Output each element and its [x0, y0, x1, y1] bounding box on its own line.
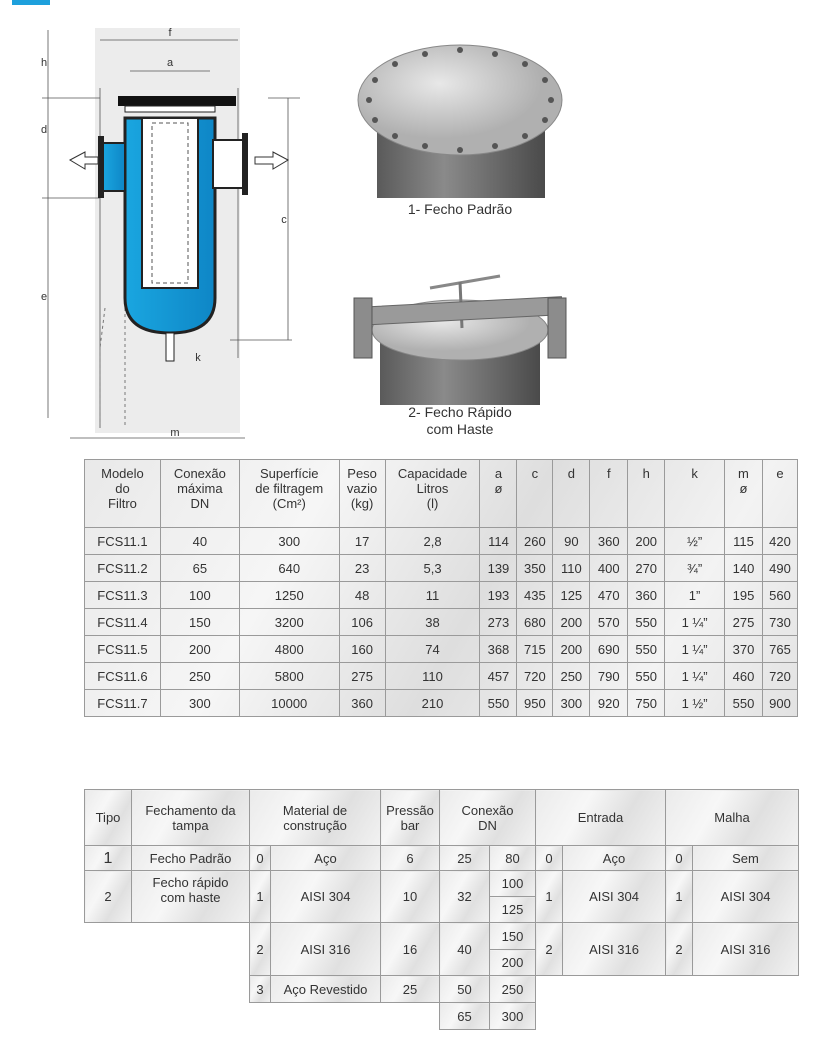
spec-header-cell: d	[553, 460, 590, 528]
pressao-value: 10	[381, 871, 440, 923]
spec-cell: 48	[339, 582, 385, 609]
spec-cell: 360	[590, 528, 628, 555]
conexao-b: 300	[490, 1003, 536, 1030]
spec-header-cell: e	[762, 460, 797, 528]
spec-cell: 1 ¼”	[665, 663, 725, 690]
conexao-a: 25	[440, 846, 490, 871]
spec-header-cell: k	[665, 460, 725, 528]
entrada-code: 1	[536, 871, 563, 923]
spec-header-cell: c	[517, 460, 553, 528]
filter-technical-drawing	[30, 18, 300, 448]
malha-code: 1	[666, 871, 693, 923]
spec-cell: 23	[339, 555, 385, 582]
entrada-code: 0	[536, 846, 563, 871]
malha-label: AISI 316	[693, 923, 799, 976]
spec-cell: 1 ½”	[665, 690, 725, 717]
pressao-value: 25	[381, 976, 440, 1003]
spec-cell: 730	[762, 609, 797, 636]
spec-cell: 110	[385, 663, 480, 690]
standard-cover-illustration	[355, 40, 565, 202]
spec-cell: 715	[517, 636, 553, 663]
spec-cell: 360	[339, 690, 385, 717]
spec-cell: 300	[239, 528, 339, 555]
spec-cell: 139	[480, 555, 517, 582]
quick-cover-illustration	[350, 268, 570, 405]
spec-header-cell: a ø	[480, 460, 517, 528]
spec-cell: 270	[628, 555, 665, 582]
spec-cell: 920	[590, 690, 628, 717]
col-material-header: Material de construção	[250, 790, 381, 846]
code-row	[85, 871, 799, 897]
spec-cell: FCS11.6	[85, 663, 161, 690]
spec-table-row	[85, 636, 798, 663]
entrada-label: AISI 316	[563, 923, 666, 976]
spec-cell: 1 ¼”	[665, 609, 725, 636]
spec-cell: 550	[480, 690, 517, 717]
tipo-label: Fecho rápido com haste	[132, 871, 250, 923]
spec-cell: 275	[725, 609, 763, 636]
spec-cell: 11	[385, 582, 480, 609]
material-code: 0	[250, 846, 271, 871]
spec-cell: 100	[160, 582, 239, 609]
spec-cell: 368	[480, 636, 517, 663]
order-code-table	[84, 789, 799, 1030]
spec-cell: 300	[160, 690, 239, 717]
tipo-code: 1	[85, 846, 132, 871]
spec-cell: 1”	[665, 582, 725, 609]
fig2-caption-line2: com Haste	[426, 421, 494, 437]
spec-header-cell: f	[590, 460, 628, 528]
spec-cell: ¾”	[665, 555, 725, 582]
spec-table-row	[85, 609, 798, 636]
material-code: 2	[250, 923, 271, 976]
spec-cell: 90	[553, 528, 590, 555]
spec-cell: 360	[628, 582, 665, 609]
entrada-label: AISI 304	[563, 871, 666, 923]
spec-cell: 65	[160, 555, 239, 582]
spec-cell: 200	[553, 609, 590, 636]
conexao-b: 250	[490, 976, 536, 1003]
spec-cell: 490	[762, 555, 797, 582]
col-fechamento-header: Fechamento da tampa	[132, 790, 250, 846]
spec-cell: 115	[725, 528, 763, 555]
spec-cell: 74	[385, 636, 480, 663]
corner-accent-tab	[12, 0, 50, 5]
spec-header-cell: h	[628, 460, 665, 528]
spec-header-cell: Capacidade Litros (l)	[385, 460, 480, 528]
spec-cell: 114	[480, 528, 517, 555]
spec-header-cell: m ø	[725, 460, 763, 528]
code-row	[85, 846, 799, 871]
conexao-b: 100	[490, 871, 536, 897]
spec-cell: 550	[628, 663, 665, 690]
spec-cell: 680	[517, 609, 553, 636]
spec-cell: 210	[385, 690, 480, 717]
tipo-label: Fecho Padrão	[132, 846, 250, 871]
spec-cell: 40	[160, 528, 239, 555]
spec-cell: 250	[553, 663, 590, 690]
spec-cell: 460	[725, 663, 763, 690]
col-entrada-header: Entrada	[536, 790, 666, 846]
spec-cell: ½”	[665, 528, 725, 555]
spec-cell: 1250	[239, 582, 339, 609]
col-pressao-header: Pressão bar	[381, 790, 440, 846]
spec-cell: 420	[762, 528, 797, 555]
spec-cell: 160	[339, 636, 385, 663]
dim-a-label: a	[166, 57, 174, 69]
spec-cell: 950	[517, 690, 553, 717]
spec-cell: 435	[517, 582, 553, 609]
fig1-caption: 1- Fecho Padrão	[407, 201, 513, 217]
spec-cell: FCS11.7	[85, 690, 161, 717]
spec-header-cell: Superfície de filtragem (Cm²)	[239, 460, 339, 528]
spec-cell: 350	[517, 555, 553, 582]
dim-k-label: k	[195, 352, 201, 364]
spec-cell: 550	[725, 690, 763, 717]
spec-cell: 275	[339, 663, 385, 690]
spec-cell: 200	[628, 528, 665, 555]
spec-cell: 640	[239, 555, 339, 582]
malha-code: 0	[666, 846, 693, 871]
conexao-b: 150	[490, 923, 536, 950]
material-code: 1	[250, 871, 271, 923]
spec-cell: 470	[590, 582, 628, 609]
spec-cell: 370	[725, 636, 763, 663]
spec-header-cell: Modelo do Filtro	[85, 460, 161, 528]
spec-cell: 193	[480, 582, 517, 609]
spec-cell: 1 ¼”	[665, 636, 725, 663]
spec-cell: FCS11.5	[85, 636, 161, 663]
spec-cell: 17	[339, 528, 385, 555]
code-row	[85, 976, 799, 1003]
spec-cell: 38	[385, 609, 480, 636]
spec-cell: 720	[762, 663, 797, 690]
spec-cell: 5,3	[385, 555, 480, 582]
spec-header-cell: Peso vazio (kg)	[339, 460, 385, 528]
dim-f-label: f	[168, 27, 172, 39]
spec-table	[84, 459, 798, 717]
spec-cell: 790	[590, 663, 628, 690]
material-label: AISI 316	[271, 923, 381, 976]
spec-cell: FCS11.3	[85, 582, 161, 609]
col-tipo-header: Tipo	[85, 790, 132, 846]
entrada-label: Aço	[563, 846, 666, 871]
spec-cell: FCS11.2	[85, 555, 161, 582]
conexao-a: 32	[440, 871, 490, 923]
spec-cell: 5800	[239, 663, 339, 690]
spec-cell: 260	[517, 528, 553, 555]
dim-d-label: d	[40, 124, 48, 136]
spec-cell: 125	[553, 582, 590, 609]
spec-cell: 400	[590, 555, 628, 582]
spec-cell: 550	[628, 609, 665, 636]
code-row	[85, 923, 799, 950]
spec-cell: 3200	[239, 609, 339, 636]
spec-cell: 273	[480, 609, 517, 636]
tipo-code: 2	[85, 871, 132, 923]
entrada-code: 2	[536, 923, 563, 976]
spec-cell: 2,8	[385, 528, 480, 555]
spec-table-row	[85, 690, 798, 717]
col-malha-header: Malha	[666, 790, 799, 846]
fig2-caption-line1: 2- Fecho Rápido	[408, 404, 512, 420]
conexao-b: 125	[490, 897, 536, 923]
fig2-caption	[350, 404, 570, 438]
spec-cell: 106	[339, 609, 385, 636]
spec-table-row	[85, 528, 798, 555]
material-code: 3	[250, 976, 271, 1003]
dim-c-label: c	[281, 214, 287, 226]
code-row	[85, 1003, 799, 1030]
material-label: AISI 304	[271, 871, 381, 923]
spec-cell: 457	[480, 663, 517, 690]
spec-cell: 110	[553, 555, 590, 582]
spec-cell: 4800	[239, 636, 339, 663]
spec-cell: 765	[762, 636, 797, 663]
pressao-value: 6	[381, 846, 440, 871]
conexao-a: 50	[440, 976, 490, 1003]
spec-cell: 150	[160, 609, 239, 636]
spec-cell: 900	[762, 690, 797, 717]
dim-m-label: m	[170, 427, 180, 439]
spec-cell: 10000	[239, 690, 339, 717]
spec-cell: FCS11.4	[85, 609, 161, 636]
malha-label: Sem	[693, 846, 799, 871]
material-label: Aço	[271, 846, 381, 871]
malha-label: AISI 304	[693, 871, 799, 923]
spec-cell: 550	[628, 636, 665, 663]
spec-cell: 750	[628, 690, 665, 717]
spec-table-row	[85, 555, 798, 582]
dim-h-label: h	[40, 57, 48, 69]
col-conexao-header: Conexão DN	[440, 790, 536, 846]
conexao-b: 80	[490, 846, 536, 871]
spec-cell: 720	[517, 663, 553, 690]
spec-cell: 570	[590, 609, 628, 636]
spec-cell: 200	[160, 636, 239, 663]
spec-table-row	[85, 663, 798, 690]
conexao-b: 200	[490, 950, 536, 976]
spec-cell: 140	[725, 555, 763, 582]
spec-cell: 560	[762, 582, 797, 609]
spec-header-cell: Conexão máxima DN	[160, 460, 239, 528]
spec-table-row	[85, 582, 798, 609]
spec-cell: FCS11.1	[85, 528, 161, 555]
spec-cell: 690	[590, 636, 628, 663]
material-label: Aço Revestido	[271, 976, 381, 1003]
spec-cell: 195	[725, 582, 763, 609]
spec-cell: 250	[160, 663, 239, 690]
pressao-value: 16	[381, 923, 440, 976]
dim-e-label: e	[40, 291, 48, 303]
conexao-a: 40	[440, 923, 490, 976]
spec-header-row	[85, 460, 798, 528]
conexao-a: 65	[440, 1003, 490, 1030]
spec-cell: 200	[553, 636, 590, 663]
malha-code: 2	[666, 923, 693, 976]
spec-cell: 300	[553, 690, 590, 717]
